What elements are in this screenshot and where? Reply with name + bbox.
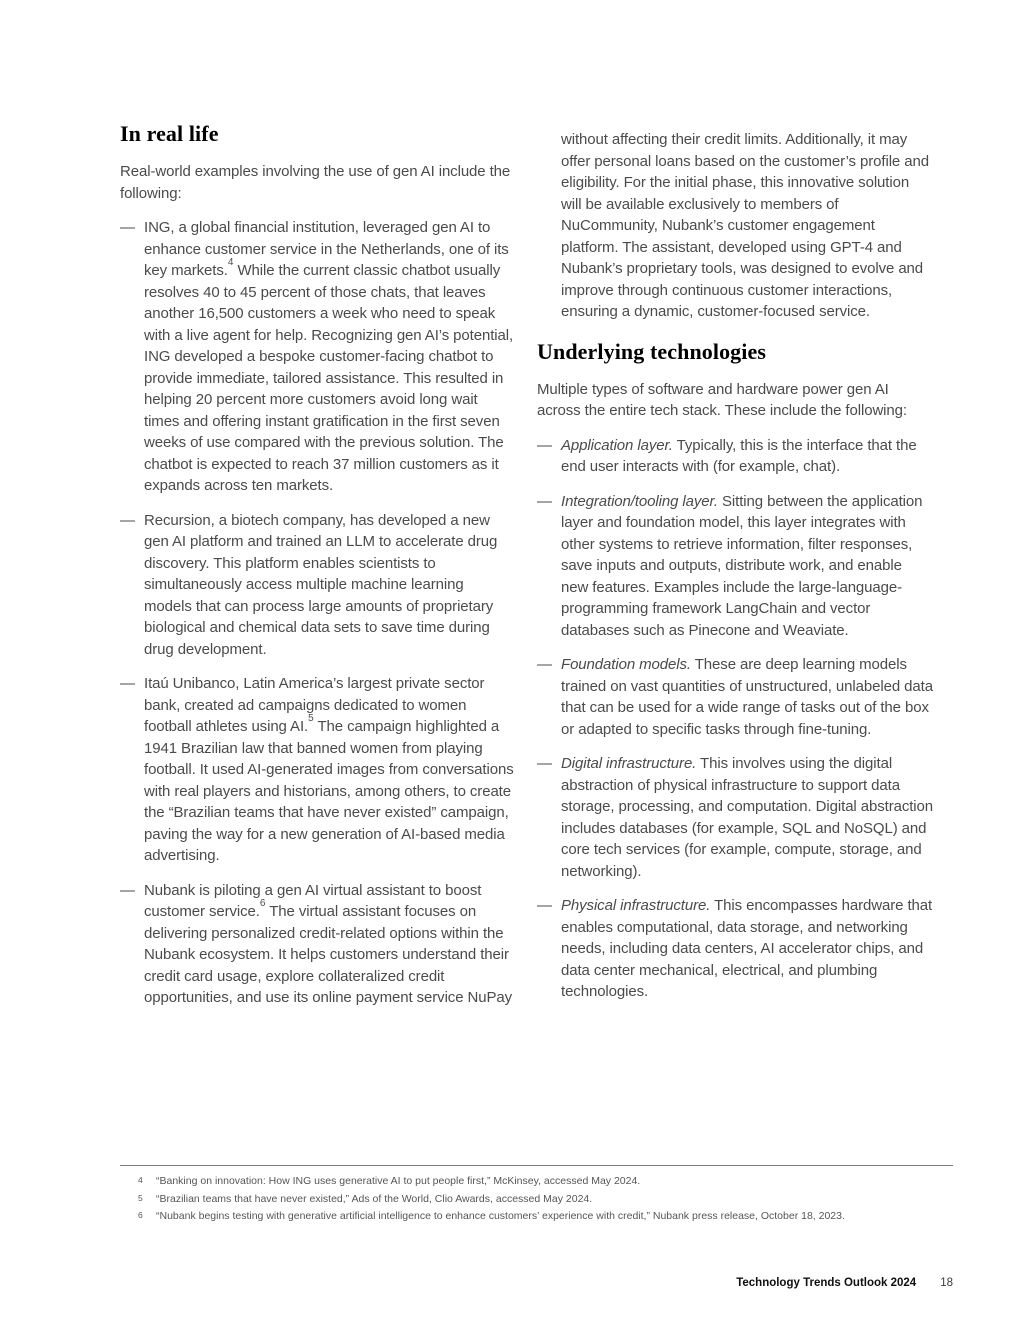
section-heading-in-real-life: In real life (120, 121, 219, 146)
bullet-text-pre: Recursion, a biotech company, has developed a new gen AI platform and trained an LLM to accelerate drug discovery. This platform enables scientists to simultaneously access multiple machine learning models that can process large amounts of proprietary biological and chemical data sets to save time during drug development. (144, 511, 498, 658)
bullet-dash: — (120, 675, 135, 692)
bullet-text-pre: ING, a global financial institution, leveraged gen AI to enhance customer service in the Netherlands, one of its key markets. (144, 219, 509, 279)
bullet-item-integration-tooling-layer (537, 491, 933, 642)
left-intro-paragraph: Real-world examples involving the use of gen AI include the following: (120, 163, 511, 202)
footnote-ref-5: 5 (308, 712, 314, 724)
bullet-dash: — (537, 436, 552, 454)
bullet-text (144, 217, 514, 497)
bullet-lead-italic: Digital infrastructure. (561, 755, 697, 772)
bullet-item-foundation-models (537, 654, 933, 740)
right-intro-paragraph: Multiple types of software and hardware power gen AI across the entire tech stack. These include the following: (537, 380, 907, 419)
bullet-text-rest: Typically, this is the interface that the end user interacts with (for example, chat). (561, 436, 917, 475)
right-column (537, 129, 933, 1016)
bullet-text (144, 880, 514, 1009)
bullet-dash: — (537, 755, 552, 772)
bullet-dash: — (120, 881, 135, 899)
footnote-number: 6 (138, 1210, 143, 1220)
bullet-item-application-layer (537, 435, 933, 478)
bullet-text-pre: Nubank is piloting a gen AI virtual assistant to boost customer service. (144, 881, 482, 920)
bullet-lead-italic: Application layer. (561, 436, 673, 454)
bullet-dash: — (120, 219, 135, 236)
bullet-text-rest: These are deep learning models trained on vast quantities of unstructured, unlabeled data that can be used for a wide range of tasks out of the box or adapted to specific tasks through fine-tuning. (561, 656, 933, 738)
bullet-dash: — (537, 897, 552, 914)
bullet-dash: — (120, 511, 135, 529)
footnote-ref-4: 4 (227, 256, 234, 268)
left-column (120, 121, 514, 1022)
nubank-continuation-paragraph: without affecting their credit limits. Additionally, it may offer personal loans based on the customer’s profile and eligibility. For the initial phase, this innovative solution will be available exclusively to members of NuCommunity, Nubank’s customer engagement platform. The assistant, developed using GPT-4 and Nubank’s proprietary tools, was designed to evolve and improve through continuous customer interactions, ensuring a dynamic, customer-focused service. (561, 131, 929, 320)
footnote-number: 4 (138, 1175, 143, 1185)
bullet-lead-italic: Physical infrastructure. (561, 897, 711, 914)
report-title: Technology Trends Outlook 2024 (736, 1277, 917, 1289)
footnotes-section (138, 1173, 956, 1226)
footnote-divider (120, 1165, 953, 1166)
bullet-text (144, 510, 514, 661)
footnote-text: “Nubank begins testing with generative artificial intelligence to enhance customers’ experience with credit,” Nubank press release, October 18, 2023. (156, 1210, 845, 1222)
bullet-item-recursion (120, 510, 514, 661)
footnote-text: “Brazilian teams that have never existed,” Ads of the World, Clio Awards, accessed May 2024. (156, 1192, 593, 1205)
footnote-6 (138, 1208, 956, 1226)
section-heading-underlying-technologies: Underlying technologies (537, 338, 767, 364)
page-footer (736, 1276, 953, 1290)
bullet-text (144, 673, 514, 867)
bullet-text (561, 491, 933, 642)
bullet-item-physical-infrastructure (537, 895, 933, 1003)
footnote-ref-6: 6 (259, 897, 266, 909)
bullet-text-post: The virtual assistant focuses on delivering personalized credit-related options within the Nubank ecosystem. It helps customers understand their credit card usage, explore collateralized credit opportunities, and use its online payment service NuPay (144, 903, 513, 1006)
bullet-text-post: While the current classic chatbot usually resolves 40 to 45 percent of those chats, that leaves another 16,500 customers a week who need to speak with a live agent for help. Recognizing gen AI’s potential, ING developed a bespoke customer-facing chatbot to provide immediate, tailored assistance. This resulted in helping 20 percent more customers avoid long wait times and offering instant gratification in the first seven weeks of use compared with the previous solution. The chatbot is expected to reach 37 million customers as it expands across ten markets. (144, 262, 514, 494)
bullet-text (561, 654, 933, 740)
bullet-lead-italic: Foundation models. (561, 656, 691, 673)
bullet-text-post: The campaign highlighted a 1941 Brazilian law that banned women from playing football. It used AI-generated images from conversations with real players and historians, among others, to create the “Brazilian teams that have never existed” campaign, paving the way for a new generation of AI-based media advertising. (144, 718, 514, 864)
bullet-item-digital-infrastructure (537, 753, 933, 882)
bullet-dash: — (537, 492, 552, 510)
footnote-5 (138, 1191, 956, 1209)
bullet-text-rest: This encompasses hardware that enables computational, data storage, and networking needs, including data centers, AI accelerator chips, and data center mechanical, electrical, and plumbing technologies. (561, 897, 933, 1000)
bullet-lead-italic: Integration/tooling layer. (561, 492, 718, 510)
bullet-item-ing (120, 217, 514, 497)
bullet-text-rest: This involves using the digital abstraction of physical infrastructure to support data storage, processing, and computation. Digital abstraction includes databases (for example, SQL and NoSQL) and core tech services (for example, compute, storage, and networking). (561, 755, 934, 880)
bullet-dash: — (537, 656, 552, 673)
footnote-4 (138, 1173, 956, 1191)
bullet-item-nubank (120, 880, 514, 1009)
bullet-text-rest: Sitting between the application layer and foundation model, this layer integrates with other systems to retrieve information, filter responses, save inputs and outputs, distribute work, and enable new features. Examples include the large-language-programming framework LangChain and vector databases such as Pinecone and Weaviate. (561, 492, 923, 639)
bullet-text-pre: Itaú Unibanco, Latin America’s largest private sector bank, created ad campaigns dedicated to women football athletes using AI. (144, 675, 485, 735)
bullet-text (561, 435, 933, 478)
bullet-item-itau (120, 673, 514, 867)
bullet-text (561, 895, 933, 1003)
footnote-number: 5 (138, 1192, 143, 1203)
bullet-text (561, 753, 933, 882)
footnote-text: “Banking on innovation: How ING uses generative AI to put people first,” McKinsey, accessed May 2024. (156, 1175, 641, 1187)
page-number: 18 (940, 1277, 953, 1289)
